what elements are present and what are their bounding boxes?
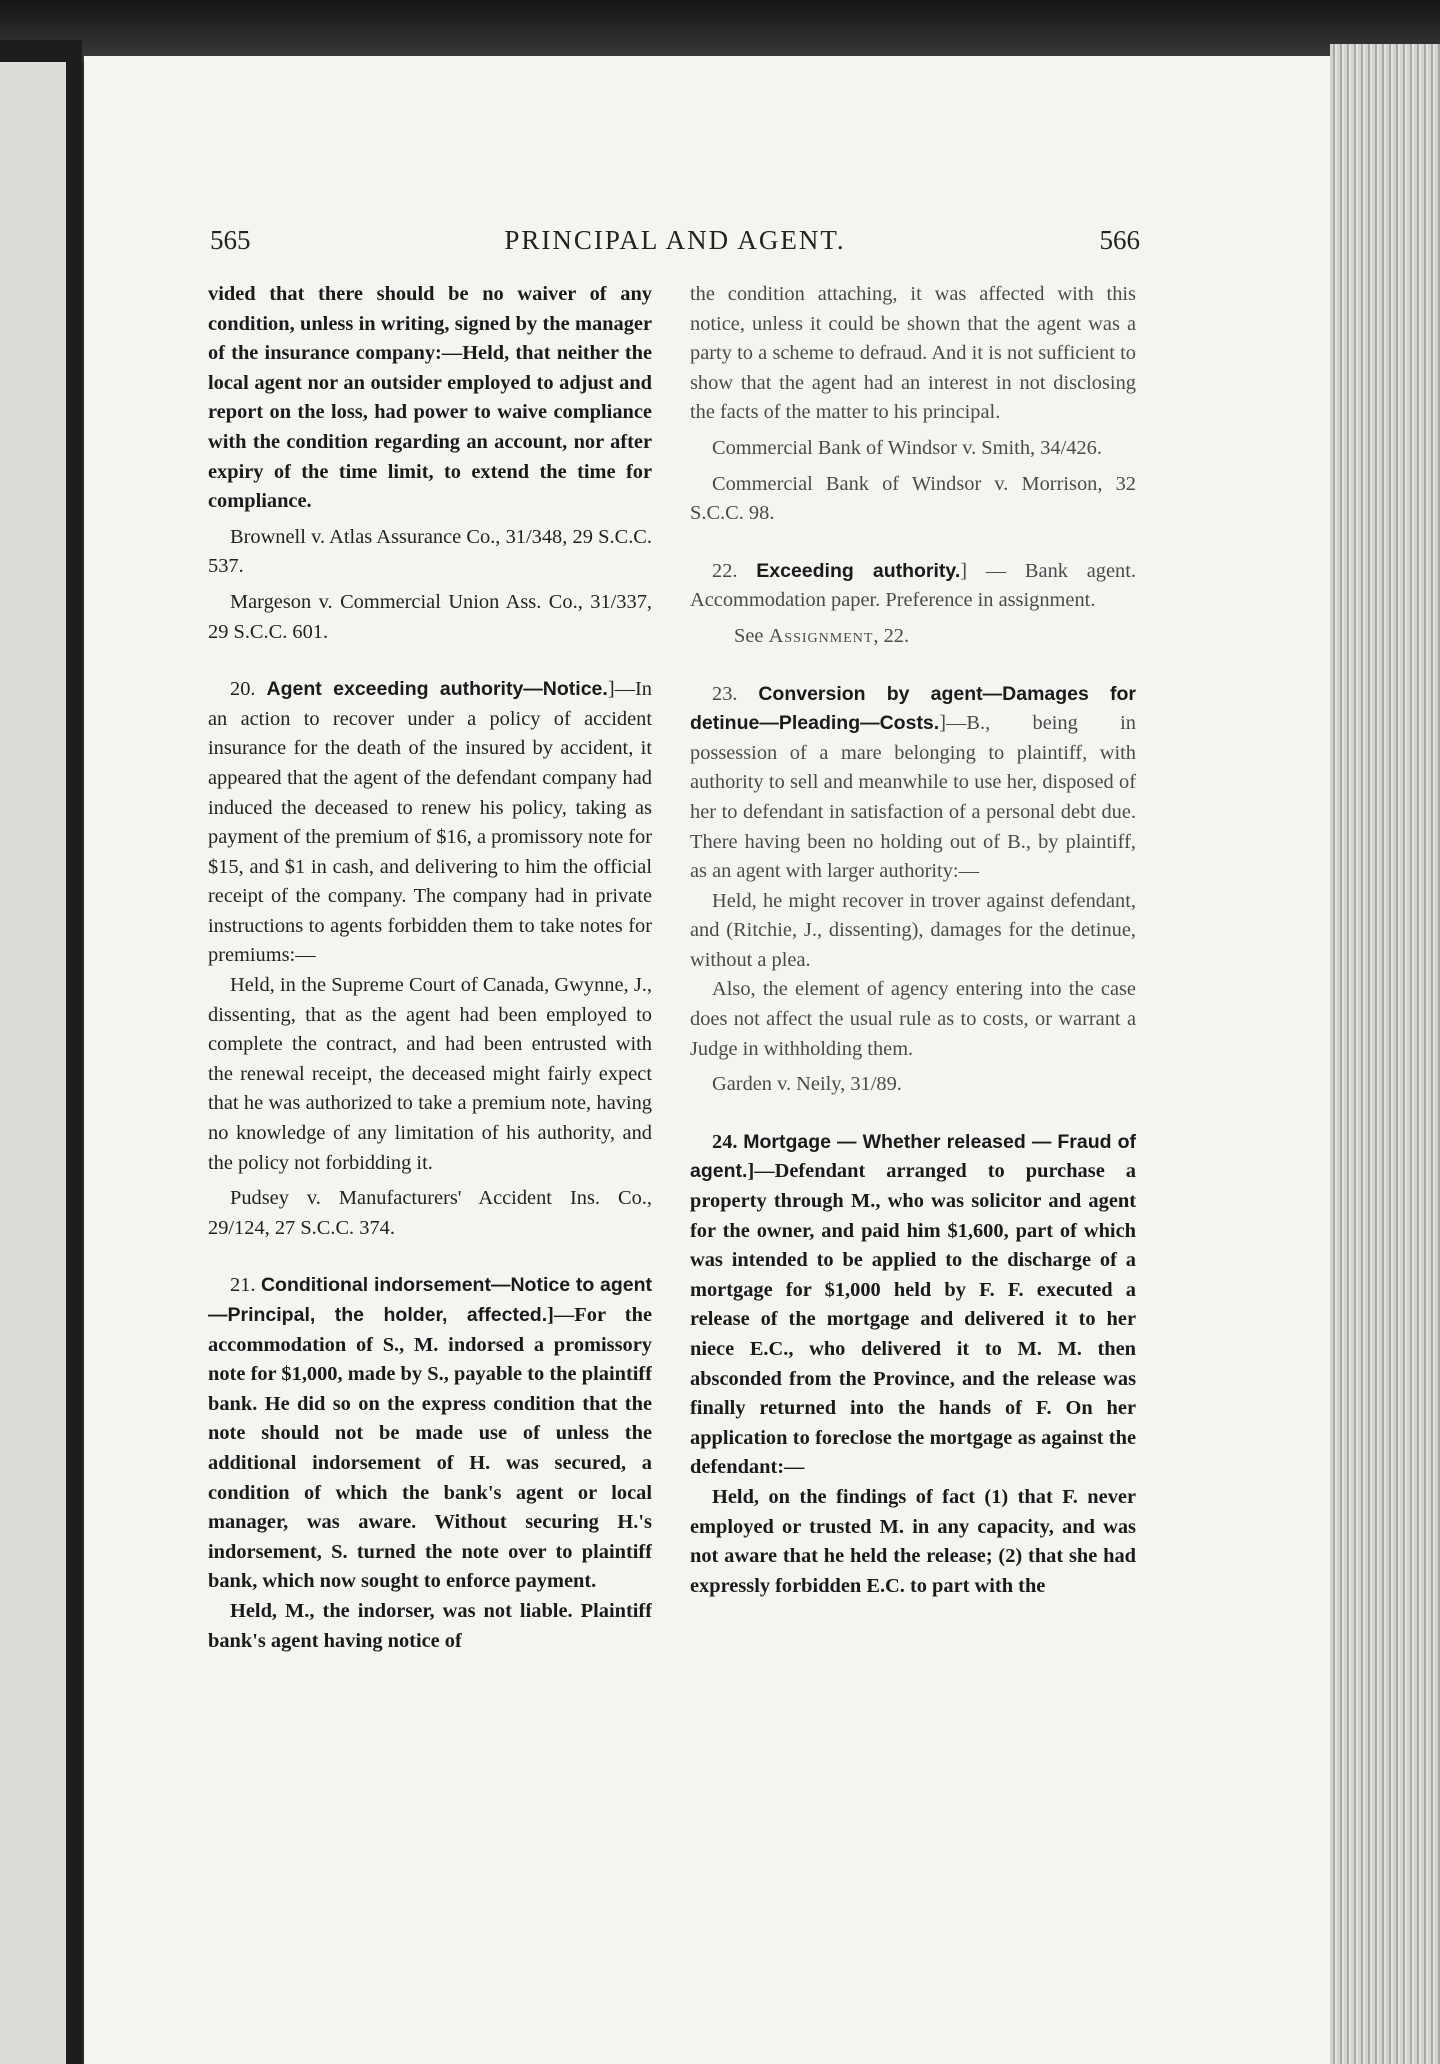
see-label: See — [734, 624, 764, 647]
right-column — [690, 280, 1136, 1920]
paragraph: Held, on the findings of fact (1) that F. never employed or trusted M. in any capacity, and was not aware that he held the release; (2) that she had expressly forbidden E.C. to part with the — [690, 1485, 1136, 1597]
page-stack-edge — [1330, 44, 1440, 2064]
left-column — [208, 280, 652, 1920]
running-title: PRINCIPAL AND AGENT. — [504, 225, 846, 255]
facing-page-edge — [0, 62, 66, 2064]
entry-24 — [690, 1128, 1136, 1483]
paragraph: the condition attaching, it was affected with this notice, unless it could be shown that the agent was a party to a scheme to defraud. And it is not sufficient to show that the agent had an interest in not disclosing the facts of the matter to his principal. — [690, 283, 1136, 424]
citation: Garden v. Neily, 31/89. — [712, 1073, 902, 1096]
entry-number: 23. — [712, 682, 738, 705]
running-header — [210, 225, 1140, 265]
entry-heading: Agent exceeding authority—Notice. — [266, 678, 608, 701]
entry-heading: Conversion by agent—Damages for detinue—Pleading—Costs. — [690, 682, 1136, 735]
entry-22 — [690, 557, 1136, 616]
paragraph: vided that there should be no waiver of any condition, unless in writing, signed by the manager of the insurance company:—Held, that neither the local agent nor an outsider employed to adjust and report on the loss, had power to waive compliance with the condition regarding an account, nor after expiry of the time limit, to extend the time for compliance. — [208, 283, 652, 513]
see-num: , 22. — [873, 624, 910, 647]
entry-20 — [208, 675, 652, 971]
entry-number: 24. — [712, 1130, 738, 1153]
entry-number: 22. — [712, 559, 738, 582]
citation: Pudsey v. Manufacturers' Accident Ins. Co., 29/124, 27 S.C.C. 374. — [208, 1187, 652, 1239]
entry-heading: Conditional indorsement—Notice to agent—Principal, the holder, affected. — [208, 1274, 652, 1326]
citation: Commercial Bank of Windsor v. Smith, 34/426. — [712, 436, 1102, 459]
scan-top-strip — [0, 0, 1440, 62]
entry-text: ] — Bank agent. Accommodation paper. Preference in assignment. — [690, 559, 1136, 612]
paragraph: Held, M., the indorser, was not liable. Plaintiff bank's agent having notice of — [208, 1599, 652, 1652]
paragraph: Held, in the Supreme Court of Canada, Gwynne, J., dissenting, that as the agent had been employed to complete the contract, and had been entrusted with the renewal receipt, the deceased might fairly expect that he was authorized to take a premium note, having no knowledge of any limitation of his authority, and the policy not forbidding it. — [208, 974, 652, 1174]
citation: Margeson v. Commercial Union Ass. Co., 31/337, 29 S.C.C. 601. — [208, 590, 652, 643]
entry-text: ]—Defendant arranged to purchase a property through M., who was solicitor and agent for the owner, and paid him $1,600, part of which was intended to be applied to the discharge of a mortgage for $1,000 held by F. F. executed a release of the mortgage and delivered it to her niece E.C., who delivered it to M. M. then absconded from the Province, and the release was finally returned into the hands of F. On her application to foreclose the mortgage as against the defendant:— — [690, 1160, 1136, 1479]
entry-number: 21. — [230, 1274, 256, 1297]
citation: Brownell v. Atlas Assurance Co., 31/348, 29 S.C.C. 537. — [208, 525, 652, 578]
see-ref: Assignment — [768, 624, 874, 647]
paragraph: Held, he might recover in trover against defendant, and (Ritchie, J., dissenting), damages for the detinue, without a plea. — [690, 889, 1136, 971]
entry-text: ]—B., being in possession of a mare belonging to plaintiff, with authority to sell and meanwhile to use her, disposed of her to defendant in satisfaction of a personal debt due. There having been no holding out of B., by plaintiff, as an agent with larger authority:— — [690, 712, 1136, 883]
citation: Commercial Bank of Windsor v. Morrison, 32 S.C.C. 98. — [690, 472, 1136, 525]
cross-reference — [690, 622, 1136, 652]
entry-heading: Exceeding authority. — [756, 559, 961, 582]
entry-21 — [208, 1271, 652, 1597]
entry-number: 20. — [230, 678, 256, 701]
paragraph: Also, the element of agency entering into the case does not affect the usual rule as to costs, or warrant a Judge in withholding them. — [690, 978, 1136, 1060]
entry-text: ]—In an action to recover under a policy of accident insurance for the death of the insured by accident, it appeared that the agent of the defendant company had induced the deceased to renew his policy, taking as payment of the premium of $16, a promissory note for $15, and $1 in cash, and delivering to him the official receipt of the company. The company had in private instructions to agents forbidden them to take notes for premiums:— — [208, 678, 652, 967]
page-number-right: 566 — [1099, 225, 1140, 255]
entry-23 — [690, 680, 1136, 887]
page-number-left: 565 — [210, 225, 251, 255]
entry-heading: Mortgage — Whether released — Fraud of agent. — [690, 1130, 1136, 1183]
entry-text: ]—For the accommodation of S., M. indorsed a promissory note for $1,000, made by S., payable to the plaintiff bank. He did so on the express condition that the note should not be made use of unless the additional indorsement of H. was secured, a condition of which the bank's agent or local manager, was aware. Without securing H.'s indorsement, S. turned the note over to plaintiff bank, which now sought to enforce payment. — [208, 1304, 652, 1593]
